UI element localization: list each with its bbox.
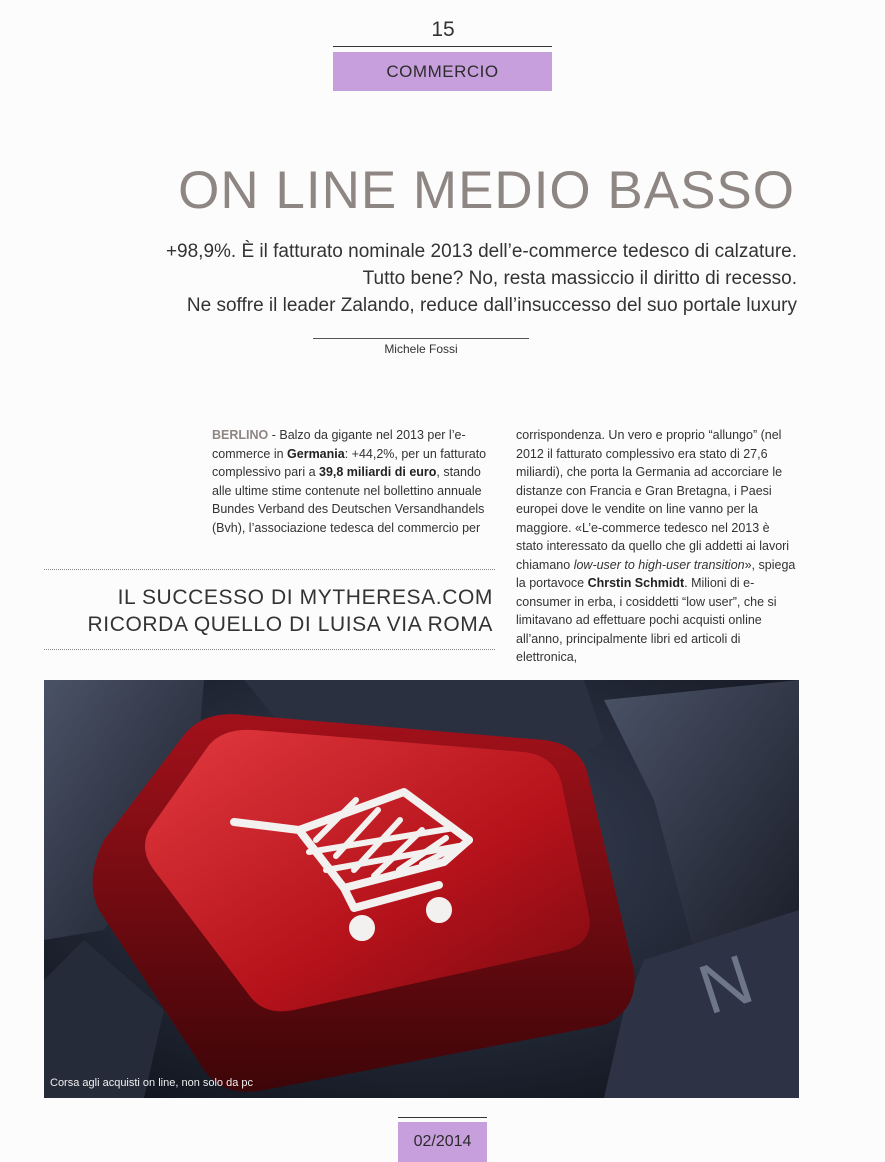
keyboard-shopping-cart-key-image [44,680,799,1098]
body-text: corrispondenza. Un vero e proprio “allungo” (nel 2012 il fatturato complessivo era stato di 27,6 miliardi), che porta la Germania ad accorciare le distanze con Francia e Gran Bretagna, i Paesi europei dove le vendite on line vanno per la maggiore. «L’e-commerce tedesco nel 2013 è stato interessato da quello che gli addetti ai lavori chiamano [516,428,790,572]
subhead-line: Tutto bene? No, resta massiccio il diritto di recesso. [362,268,797,289]
article-headline: ON LINE MEDIO BASSO [178,161,795,220]
author-byline: Michele Fossi [384,342,458,356]
pull-quote-divider-top [44,569,495,570]
body-text: », spiega la portavoce [516,557,796,590]
key-letter: N [689,939,762,1030]
byline-divider [313,338,529,339]
body-text: . Milioni di e-consumer in erba, i cosiddetti “low user”, che si limitavano ad effettuare pochi acquisti online all’anno, principalmente libri ed articoli di elettronica, [516,576,777,664]
photo-caption: Corsa agli acquisti on line, non solo da pc [50,1077,254,1089]
body-text: - Balzo da gigante nel 2013 per l’e-commerce in [212,428,466,461]
body-text: : +44,2%, per un fatturato complessivo pari a [212,446,487,479]
pull-quote-line: RICORDA QUELLO DI LUISA VIA ROMA [87,613,493,636]
body-italic: low-user to high-user transition [573,557,745,572]
article-photo [44,680,799,1098]
section-badge: COMMERCIO [333,52,552,91]
body-bold: 39,8 miliardi di euro [319,465,437,479]
article-subhead [97,238,797,319]
body-bold: Germania [287,446,345,461]
pull-quote-line: IL SUCCESSO DI MYTHERESA.COM [117,586,493,609]
dateline: BERLINO [212,428,269,442]
body-text: , stando alle ultime stime contenute nel bollettino annuale Bundes Verband des Deutschen Versandhandels (Bvh), l’associazione tedesca del commercio per [212,465,485,535]
issue-badge: 02/2014 [398,1122,487,1162]
bottom-divider [398,1117,487,1118]
pull-quote [88,584,493,638]
subhead-line: Ne soffre il leader Zalando, reduce dall’insuccesso del suo portale luxury [186,295,797,316]
top-divider [333,46,552,47]
body-bold: Chrstin Schmidt [587,576,685,590]
body-column-left [212,426,487,537]
page-number: 15 [431,18,455,41]
pull-quote-divider-bottom [44,649,495,650]
subhead-line: +98,9%. È il fatturato nominale 2013 dell’e-commerce tedesco di calzature. [165,241,797,262]
body-column-right [516,426,798,667]
